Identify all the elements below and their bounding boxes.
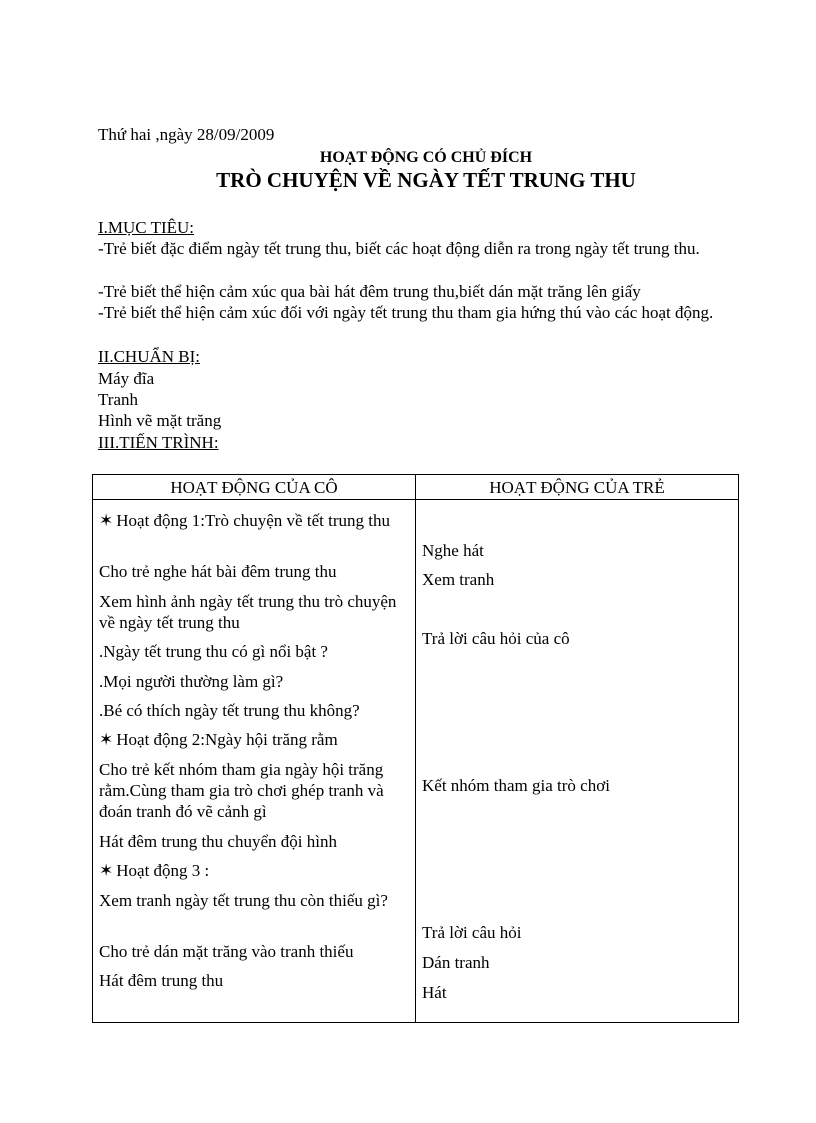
children-activity: Trả lời câu hỏi	[422, 923, 522, 942]
children-activity: Dán tranh	[422, 953, 490, 972]
teacher-activity: Cho trẻ nghe hát bài đêm trung thu	[99, 562, 337, 581]
preparation-item: Hình vẽ mặt trăng	[98, 411, 222, 430]
procedure-heading: III.TIẾN TRÌNH:	[98, 433, 219, 452]
teacher-activity: .Bé có thích ngày tết trung thu không?	[99, 701, 360, 720]
teacher-activity-heading: ✶ Hoạt động 2:Ngày hội trăng rằm	[99, 730, 338, 749]
objective-item: -Trẻ biết thể hiện cảm xúc đối với ngày tết trung thu tham gia hứng thú vào các hoạt động.	[98, 303, 714, 322]
teacher-activity-heading: ✶ Hoạt động 1:Trò chuyện về tết trung thu	[99, 511, 390, 530]
preparation-item: Tranh	[98, 390, 138, 409]
teacher-activity: .Mọi người thường làm gì?	[99, 672, 284, 691]
teacher-activity: .Ngày tết trung thu có gì nổi bật ?	[99, 642, 328, 661]
star-icon: ✶	[99, 861, 114, 880]
page-title: TRÒ CHUYỆN VỀ NGÀY TẾT TRUNG THU	[216, 168, 636, 192]
teacher-activity: Hát đêm trung thu	[99, 971, 224, 990]
teacher-activity-heading: ✶ Hoạt động 3 :	[99, 861, 210, 880]
teacher-activity: Cho trẻ kết nhóm tham gia ngày hội trăng rằm.Cùng tham gia trò chơi ghép tranh và đoán tranh đó vẽ cảnh gì	[99, 760, 384, 821]
children-activity: Hát	[422, 983, 447, 1002]
star-icon: ✶	[99, 730, 114, 749]
activity-table	[92, 474, 739, 1023]
objective-item: -Trẻ biết đặc điểm ngày tết trung thu, biết các hoạt động diễn ra trong ngày tết trung thu.	[98, 239, 700, 258]
activity-kicker: HOẠT ĐỘNG CÓ CHỦ ĐÍCH	[319, 149, 533, 166]
children-activity: Nghe hát	[422, 541, 484, 560]
preparation-item: Máy đĩa	[98, 369, 155, 388]
teacher-activity: Cho trẻ dán mặt trăng vào tranh thiếu	[99, 942, 354, 961]
teacher-activity: Xem hình ảnh ngày tết trung thu trò chuyện về ngày tết trung thu	[99, 592, 397, 632]
children-activity: Xem tranh	[422, 570, 495, 589]
objectives-heading: I.MỤC TIÊU:	[98, 218, 195, 237]
date-line: Thứ hai ,ngày 28/09/2009	[98, 125, 275, 144]
teacher-activity: Hát đêm trung thu chuyển đội hình	[99, 832, 337, 851]
children-column-header: HOẠT ĐỘNG CỦA TRẺ	[416, 475, 739, 500]
children-activities-cell	[416, 500, 739, 1023]
children-activity: Trả lời câu hỏi của cô	[422, 629, 570, 648]
children-activity: Kết nhóm tham gia trò chơi	[422, 776, 610, 795]
teacher-activity: Xem tranh ngày tết trung thu còn thiếu gì?	[99, 891, 388, 910]
star-icon: ✶	[99, 511, 114, 530]
preparation-heading: II.CHUẨN BỊ:	[98, 347, 200, 366]
teacher-column-header: HOẠT ĐỘNG CỦA CÔ	[93, 475, 416, 500]
objective-item: -Trẻ biết thể hiện cảm xúc qua bài hát đêm trung thu,biết dán mặt trăng lên giấy	[98, 282, 641, 301]
teacher-activities-cell	[93, 500, 416, 1023]
